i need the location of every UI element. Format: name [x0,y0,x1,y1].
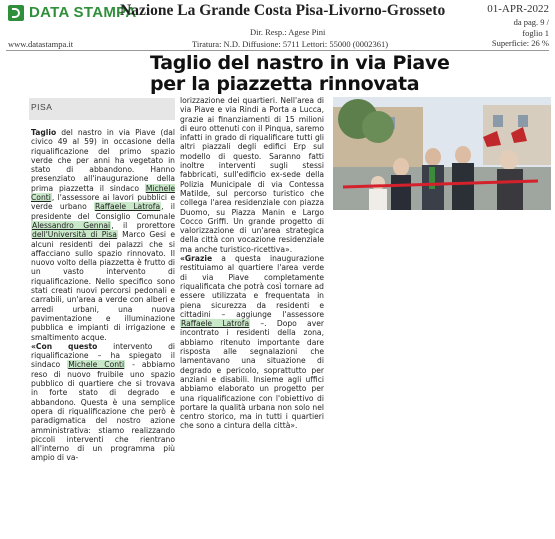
paragraph-lead: Taglio [31,128,57,137]
page-info [492,17,549,49]
photo-illustration [333,97,551,210]
highlight-assessor: Raffaele Latrofa [94,202,161,212]
publication-date: 01-APR-2022 [487,3,549,15]
highlight-mayor: Michele Conti [31,183,175,203]
highlight-university: dell'Università di Pisa [32,230,117,240]
highlight-assessor: Raffaele Latrofa [181,319,250,329]
surface-percent: Superficie: 26 % [491,38,549,48]
highlight-mayor: Michele Conti [68,360,125,370]
header-divider [6,50,549,51]
circulation-line: Tiratura: N.D. Diffusione: 5711 Lettori: 55000 (0002361) [192,39,389,49]
paragraph-1: Taglio del nastro in via Piave (dal civico 49 al 59) in occasione della riqualificazione del primo spazio verde che per anni ha vegetato in stato di abbandono. Hanno presenziato all'inaugurazione della prima piazzetta il sindaco Michele Conti, l'assessore ai lavori pubblici e verde urbano Raffaele Latrofa, il presidente del Consiglio Comunale Alessandro Gennai, il prorettore dell'Università di Pisa Marco Gesi e alcuni residenti dei palazzi che si affacciano sullo spazio rinnovato. Il nuovo volto della piazzetta è frutto di un vasto intervento di riqualificazione. Nello specifico sono stati creati nuovi percorsi pedonali e carrabili, un'area a verde con alberi e arredi urbani, una nuova pavimentazione e illuminazione pubblica e impianti di irrigazione e smaltimento acque. [31,128,175,342]
headline-line-1: Taglio del nastro in via Piave [150,52,450,74]
paragraph-3: lorizzazione dei quartieri. Nell'area di via Piave e via Rindi a Porta a Lucca, grazie ai finanziamenti di 15 milioni di euro ottenuti con il Pinqua, saremo infatti in grado di riqualificare tutti gli altri piazzali degli edifici Erp sul modello di questo. Saranno fatti inoltre interventi sugli stessi fabbricati, sull'edificio ex-sede della Polizia Municipale di via Contessa Matilde, sul percorso turistico che collega l'area residenziale con piazza Duomo, su Piazza Manin e Largo Cocco Griffi. Un grande progetto di valorizzazione di un'area strategica della città con vocazione residenziale ma anche turistico-ricettiva». [180,96,324,254]
director-line: Dir. Resp.: Agese Pini [250,27,326,37]
data-stampa-logo [8,4,136,21]
logo-text: DATA STAMPA [29,4,137,21]
paragraph-lead: «Grazie [180,254,213,264]
headline-line-2: per la piazzetta rinnovata [150,73,420,95]
paragraph-4: «Grazie a questa inaugurazione restituiamo al quartiere l'area verde di via Piave completamente riqualificata che potrà così tornare ad essere utilizzata e frequentata in piena sicurezza da residenti e cittadini – aggiunge l'assessore Raffaele Latrofa –. Dopo aver incontrato i residenti della zona, abbiamo ritenuto importante dare risposta alle segnalazioni che lamentavano una situazione di degrado e pericolo, soprattutto per anziani e disabili. Insieme agli uffici abbiamo elaborato un progetto per una riqualificazione con l'obiettivo di portare la qualità urbana non solo nel centro storico, ma in tutti i quartieri che sono a cintura della città». [180,254,324,431]
ribbon-cutting-photo [333,97,551,210]
logo-icon [8,5,24,21]
article-headline [150,53,450,95]
article-column-1 [31,128,175,463]
sheet-number: foglio 1 [522,27,549,38]
paragraph-lead: «Con questo [31,341,98,351]
article-column-2 [180,96,324,431]
paragraph-2: «Con questo intervento di riqualificazione – ha spiegato il sindaco Michele Conti - abbiamo reso di nuovo fruibile uno spazio pubblico di quartiere che si trovava in forte stato di degrado e abbandono. Questa è una semplice opera di riqualificazione che però è paradigmatica del nostro azione amministrativa: stiamo realizzando piccoli interventi che rientrano all'interno di un programma più ampio di va- [31,341,176,463]
website-link[interactable]: www.datastampa.it [8,39,74,49]
publication-title: Nazione La Grande Costa Pisa-Livorno-Grosseto [120,2,446,19]
article-kicker: PISA [31,102,53,112]
page-number: da pag. 9 / [513,17,549,27]
highlight-president: Alessandro Gennai [32,220,111,230]
